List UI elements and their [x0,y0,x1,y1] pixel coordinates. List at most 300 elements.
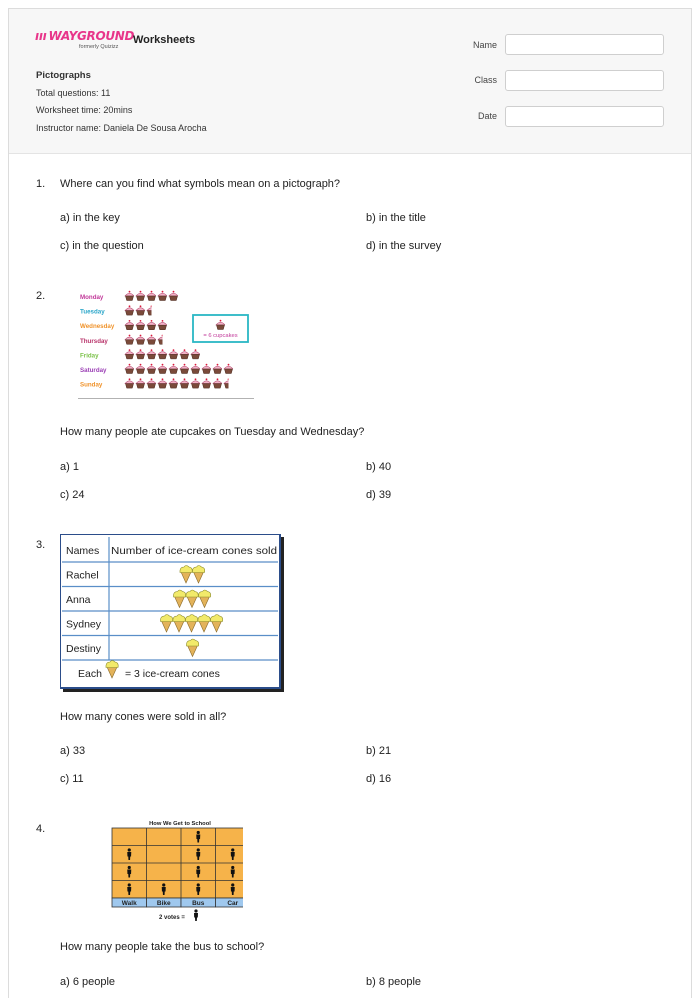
cupcake-shape [125,349,134,359]
cupcake-shape [136,378,145,388]
cupcake-icon [191,349,200,359]
question-number: 2. [36,290,46,302]
cupcake-wrapper [170,369,178,374]
cupcake-cherry [140,305,142,307]
cupcake-shape [180,378,189,388]
day-label: Sunday [80,381,103,389]
cupcake-icon [158,378,167,388]
cupcake-icon [136,320,145,330]
cupcake-icon [169,349,178,359]
cupcake-shape [136,320,145,330]
cupcake-shape [224,364,233,374]
cupcake-wrapper [148,369,156,374]
cupcake-cherry [228,378,230,380]
cupcake-cherry [195,364,197,366]
cupcake-cherry [173,364,175,366]
cupcake-wrapper [159,354,167,359]
cupcake-wrapper [225,369,233,374]
cupcake-wrapper [203,369,211,374]
cupcake-icon [169,364,178,374]
option-a[interactable]: a) 6 people [60,976,116,988]
cupcake-cherry [220,320,222,322]
option-c[interactable]: c) in the question [60,240,144,252]
cupcake-cherry [173,291,175,293]
day-label: Saturday [80,367,107,374]
cupcake-cherry [140,349,142,351]
cupcake-icon [180,378,189,388]
cupcake-wrapper [225,384,233,389]
cupcake-icon [136,291,145,301]
cupcake-shape [213,378,222,388]
question-number: 3. [36,539,46,551]
cupcake-shape [136,349,145,359]
cupcake-frosting [191,381,200,384]
cupcake-cherry [228,364,230,366]
cupcake-shape [147,349,156,359]
option-d[interactable]: d) 16 [366,773,392,785]
cupcake-shape [147,305,156,315]
option-d[interactable]: d) in the survey [366,240,442,252]
cupcake-wrapper [181,369,189,374]
cupcake-frosting [191,366,200,369]
instructor-name: Instructor name: Daniela De Sousa Arocha [36,122,207,133]
cupcake-wrapper [137,369,145,374]
key-prefix: Each [78,668,102,680]
cupcake-shape [125,364,134,374]
cupcake-wrapper [137,325,145,330]
cupcake-wrapper [214,369,222,374]
cupcake-frosting [136,381,145,384]
person-head [231,866,234,869]
option-c[interactable]: c) 24 [60,489,85,501]
cupcake-icon [147,335,156,345]
brand-logo [35,29,135,50]
cupcake-icon [213,364,222,374]
cupcake-row [125,291,178,301]
cupcake-wrapper [126,384,134,389]
cupcake-cherry [151,335,153,337]
cupcake-cherry [129,364,131,366]
cupcake-frosting [191,352,200,355]
school-pictograph [101,817,243,925]
cupcake-frosting [125,337,134,340]
cupcake-cherry [129,335,131,337]
cupcake-cherry [151,320,153,322]
row-name: Destiny [66,643,102,655]
cupcake-cherry [129,320,131,322]
cupcake-shape [136,364,145,374]
cupcake-frosting [147,308,156,311]
day-label: Thursday [80,337,108,345]
cupcake-cherry [195,349,197,351]
cupcake-wrapper [148,340,156,345]
worksheet-header [9,9,691,154]
cupcake-cherry [151,305,153,307]
cupcake-wrapper [159,384,167,389]
total-questions: Total questions: 11 [36,87,111,98]
cupcake-cherry [140,378,142,380]
cupcake-cherry [151,349,153,351]
cupcake-icon [224,364,233,374]
person-head [197,848,200,851]
cupcake-wrapper [137,311,145,316]
cupcake-row [125,335,167,345]
cupcake-shape [147,378,156,388]
option-a[interactable]: a) in the key [60,212,120,224]
cupcake-frosting [147,381,156,384]
cupcake-icon [125,320,134,330]
cupcake-frosting [136,366,145,369]
cupcake-shape [158,320,167,330]
cupcake-wrapper [148,354,156,359]
question-text: How many people ate cupcakes on Tuesday and Wednesday? [60,426,365,438]
person-head [197,866,200,869]
question-number: 4. [36,823,46,835]
cupcake-shape [136,305,145,315]
cupcake-frosting [158,322,167,325]
cupcake-frosting [158,337,167,340]
cupcake-wrapper [148,325,156,330]
cupcake-cherry [140,291,142,293]
cupcake-shape [136,335,145,345]
cupcake-frosting [136,352,145,355]
key-suffix: = 3 ice-cream cones [125,668,220,680]
key-label: 2 votes = [159,915,185,921]
cupcake-frosting [158,293,167,296]
cupcake-icon [125,335,134,345]
cupcake-shape [158,349,167,359]
cupcake-wrapper [126,354,134,359]
cupcake-shape [158,364,167,374]
cupcake-cherry [129,378,131,380]
cupcake-icon [136,335,145,345]
person-head [128,883,131,886]
row-name: Rachel [66,569,99,582]
cupcake-frosting [213,381,222,384]
row-name: Anna [66,594,91,606]
cupcake-shape [158,335,167,345]
option-d[interactable]: d) 39 [366,489,392,501]
day-label: Tuesday [80,308,105,316]
name-label: Name [472,40,497,50]
cupcake-cherry [129,305,131,307]
cupcake-wrapper [137,340,145,345]
cupcake-cherry [151,378,153,380]
cupcake-wrapper [126,325,134,330]
cupcake-frosting [169,366,178,369]
cupcake-icon [136,305,145,315]
cupcake-wrapper [181,354,189,359]
cupcake-wrapper [137,354,145,359]
cupcake-icon [147,291,156,301]
cupcake-frosting [180,366,189,369]
cupcake-icon [158,335,167,345]
cupcake-shape [158,291,167,301]
cupcake-frosting [202,381,211,384]
cupcake-icon [224,378,233,388]
date-field[interactable] [505,106,664,127]
cupcake-icon [125,349,134,359]
cupcake-shape [125,335,134,345]
cupcake-frosting [224,381,233,384]
cupcake-row [125,320,167,330]
person-head [231,848,234,851]
product-label: Worksheets [133,34,196,46]
cupcake-wrapper [148,296,156,301]
category-label: Bus [192,900,205,907]
brand-subtitle: formerly Quizizz [79,44,119,50]
date-label: Date [477,111,497,121]
brand-name: WAYGROUND [48,29,135,43]
cupcake-shape [213,364,222,374]
cupcake-frosting [147,352,156,355]
cupcake-icon [158,364,167,374]
cupcake-cherry [129,349,131,351]
cupcake-frosting [136,322,145,325]
cupcake-frosting [158,366,167,369]
worksheet-title: Pictographs [36,70,91,81]
cupcake-frosting [125,366,134,369]
cupcake-icon [158,291,167,301]
cupcake-cherry [162,291,164,293]
cupcake-wrapper [159,296,167,301]
cupcake-shape [180,364,189,374]
day-label: Monday [80,294,104,301]
question-text: How many cones were sold in all? [60,711,227,723]
cupcake-shape [125,305,134,315]
cupcake-cherry [206,364,208,366]
cupcake-wrapper [137,296,145,301]
cupcake-cherry [173,349,175,351]
day-label: Friday [80,352,99,360]
cupcake-shape [169,291,178,301]
cupcake-wrapper [192,369,200,374]
cupcake-cherry [162,349,164,351]
cupcake-frosting [125,293,134,296]
worksheet [8,8,692,998]
cupcake-shape [169,364,178,374]
cupcake-shape [202,364,211,374]
person-head [197,831,200,834]
cupcake-icon [180,349,189,359]
cupcake-shape [158,378,167,388]
cupcake-cherry [206,378,208,380]
cupcake-wrapper [126,340,134,345]
cupcake-frosting [158,381,167,384]
person-head [162,883,165,886]
name-field[interactable] [505,34,664,55]
cupcake-frosting [147,322,156,325]
cone-row [173,590,210,608]
cupcake-shape [191,349,200,359]
cupcake-frosting [224,366,233,369]
cupcake-cherry [140,335,142,337]
question-number: 1. [36,178,46,190]
cupcake-frosting [147,293,156,296]
cupcake-wrapper [192,354,200,359]
cupcake-frosting [147,337,156,340]
cupcake-frosting [158,352,167,355]
cupcake-icon [136,364,145,374]
cupcake-icon [125,291,134,301]
cupcake-frosting [136,308,145,311]
cupcake-wrapper [159,369,167,374]
worksheet-meta [36,67,207,137]
cupcake-cherry [195,378,197,380]
person-head [231,883,234,886]
cupcake-cherry [217,378,219,380]
cupcake-shape [169,378,178,388]
cupcake-cherry [173,378,175,380]
column-header-count: Number of ice-cream cones sold [111,545,278,557]
cupcake-icon [147,364,156,374]
cupcake-frosting [125,322,134,325]
ice-cream-pictograph [60,534,285,693]
cupcake-frosting [180,352,189,355]
cupcake-shape [224,378,233,388]
option-b[interactable]: b) 21 [366,745,392,757]
cupcake-wrapper [148,311,156,316]
cupcake-cherry [184,364,186,366]
cupcake-row [125,349,200,359]
cupcake-wrapper [170,296,178,301]
cupcake-shape [147,335,156,345]
cupcake-cherry [162,320,164,322]
cupcake-row [125,305,156,315]
category-label: Walk [121,900,137,907]
option-c[interactable]: c) 11 [60,773,84,785]
cupcake-icon [125,378,134,388]
category-label: Car [227,900,239,907]
cupcake-icon [125,305,134,315]
cupcake-shape [147,320,156,330]
question-text: How many people take the bus to school? [60,941,265,953]
option-a[interactable]: a) 33 [60,745,86,757]
cupcake-cherry [184,378,186,380]
cupcake-icon [125,364,134,374]
cupcake-frosting [136,337,145,340]
person-column [231,848,235,895]
cupcake-cherry [140,364,142,366]
cupcake-wrapper [148,384,156,389]
cupcake-icon [147,305,156,315]
cupcake-icon [158,320,167,330]
cupcake-shape [191,364,200,374]
cupcake-wrapper [126,311,134,316]
person-head [128,848,131,851]
option-a[interactable]: a) 1 [60,461,79,473]
cupcake-wrapper [192,384,200,389]
cupcake-shape [169,349,178,359]
class-field[interactable] [505,70,664,91]
cupcake-shape [191,378,200,388]
cupcake-cherry [151,291,153,293]
cupcake-pictograph [65,285,255,399]
cupcake-frosting [169,381,178,384]
cupcake-row [125,364,233,374]
cupcake-wrapper [159,340,167,345]
cupcake-cherry [162,335,164,337]
row-name: Sydney [66,618,102,631]
cupcake-frosting [125,381,134,384]
cupcake-shape [147,291,156,301]
cupcake-icon [169,291,178,301]
cupcake-shape [202,378,211,388]
cupcake-shape [147,364,156,374]
cupcake-cherry [140,320,142,322]
chart-key [193,315,248,342]
cupcake-icon [158,349,167,359]
cupcake-icon [191,364,200,374]
cupcake-icon [202,378,211,388]
cupcake-frosting [136,293,145,296]
cupcake-icon [202,364,211,374]
person-head [194,909,197,912]
cupcake-frosting [213,366,222,369]
cupcake-frosting [169,293,178,296]
cupcake-wrapper [203,384,211,389]
cupcake-wrapper [126,296,134,301]
cupcake-wrapper [181,384,189,389]
cupcake-frosting [202,366,211,369]
logo-bars-icon: ııı [35,29,47,43]
cupcake-cherry [151,364,153,366]
chart-title: How We Get to School [149,821,211,827]
cupcake-cherry [162,378,164,380]
cupcake-frosting [180,381,189,384]
cupcake-cherry [217,364,219,366]
cupcake-icon [136,349,145,359]
cupcake-icon [147,378,156,388]
person-icon [194,909,198,921]
person-head [128,866,131,869]
cupcake-shape [180,349,189,359]
cupcake-icon [169,378,178,388]
cupcake-wrapper [170,354,178,359]
cupcake-frosting [169,352,178,355]
key-label: = 6 cupcakes [203,333,238,339]
person-body [194,913,198,921]
column-header-names: Names [66,545,100,557]
cupcake-frosting [125,308,134,311]
option-b[interactable]: b) 40 [366,461,392,473]
cupcake-icon [180,364,189,374]
class-label: Class [474,75,497,85]
cupcake-icon [147,349,156,359]
cupcake-icon [147,320,156,330]
cupcake-shape [136,291,145,301]
cupcake-wrapper [170,384,178,389]
cupcake-icon [191,378,200,388]
cupcake-wrapper [217,325,225,330]
cupcake-shape [125,320,134,330]
option-b[interactable]: b) in the title [366,212,426,224]
cupcake-wrapper [126,369,134,374]
cupcake-frosting [125,352,134,355]
cupcake-row [125,378,233,388]
cupcake-cherry [129,291,131,293]
cupcake-wrapper [137,384,145,389]
question-text: Where can you find what symbols mean on a pictograph? [60,178,341,190]
day-label: Wednesday [80,323,115,331]
cupcake-icon [213,378,222,388]
option-b[interactable]: b) 8 people [366,976,422,988]
person-column [127,848,131,895]
worksheet-time: Worksheet time: 20mins [36,105,133,115]
cupcake-frosting [147,366,156,369]
cupcake-shape [125,378,134,388]
cupcake-wrapper [159,325,167,330]
